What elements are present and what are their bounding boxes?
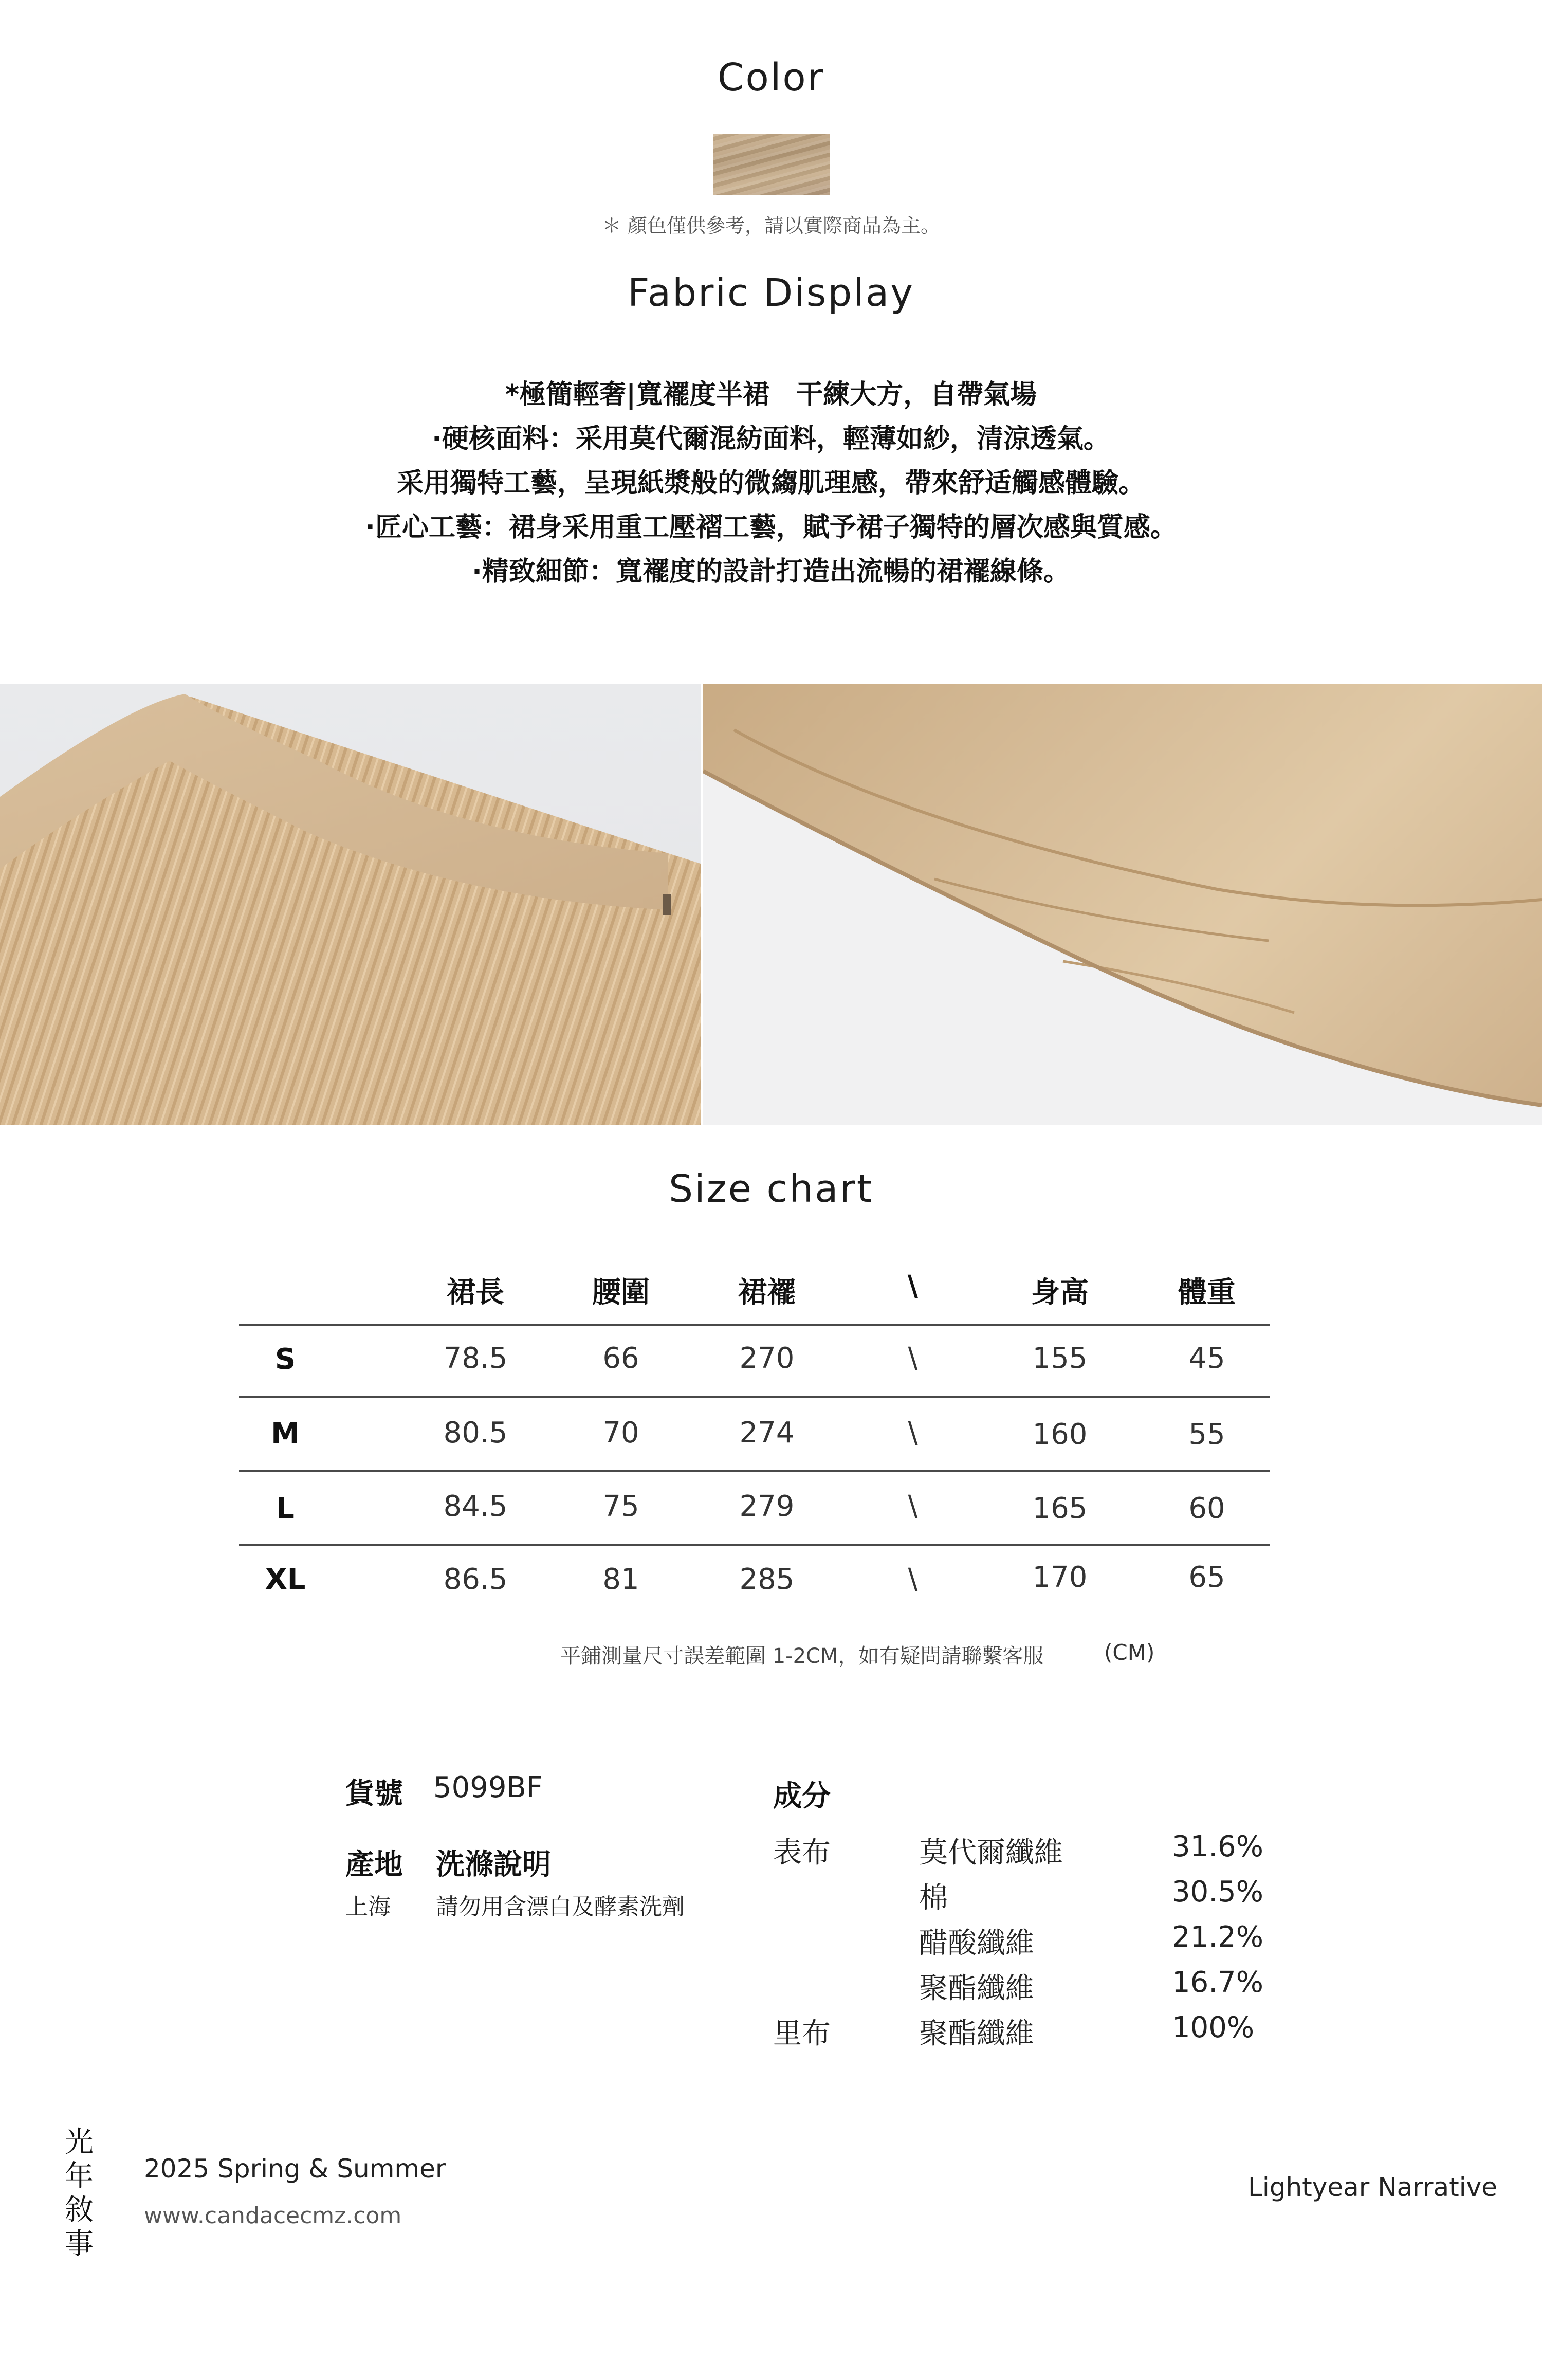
table-cell: 165 <box>1032 1492 1088 1525</box>
shell-label: 表布 <box>773 1836 831 1870</box>
size-note: 平鋪測量尺寸誤差範圍 1-2CM，如有疑問請聯繫客服 <box>560 1644 1044 1668</box>
season-label: 2025 Spring & Summer <box>144 2154 446 2184</box>
color-note: ＊ 顏色僅供參考，請以實際商品為主。 <box>601 214 941 237</box>
table-cell: 80.5 <box>443 1416 508 1450</box>
fabric-line: ·硬核面料：采用莫代爾混紡面料，輕薄如紗，清涼透氣。 <box>432 424 1110 454</box>
item-no-label: 貨號 <box>345 1777 403 1810</box>
table-cell: \ <box>908 1416 918 1450</box>
lining-label: 里布 <box>773 2017 831 2051</box>
origin-value: 上海 <box>345 1894 391 1920</box>
composition-heading: 成分 <box>773 1780 831 1813</box>
table-header: 裙長 <box>447 1276 504 1309</box>
brand-english-name: Lightyear Narrative <box>1248 2172 1497 2202</box>
table-cell: 160 <box>1032 1418 1088 1451</box>
material-pct: 100% <box>1172 2011 1255 2044</box>
brand-vertical-logo <box>65 2126 94 2261</box>
table-cell: 274 <box>739 1416 795 1450</box>
website-link[interactable]: www.candacecmz.com <box>144 2203 402 2229</box>
size-label: M <box>271 1417 300 1451</box>
table-cell: 270 <box>739 1342 795 1375</box>
material-name: 醋酸纖維 <box>919 1927 1034 1960</box>
material-pct: 16.7% <box>1172 1966 1263 1999</box>
size-label: S <box>274 1343 296 1376</box>
brand-char: 事 <box>65 2227 94 2261</box>
material-name: 莫代爾纖維 <box>919 1836 1063 1870</box>
material-name: 聚酯纖維 <box>919 2017 1034 2051</box>
material-pct: 31.6% <box>1172 1830 1263 1863</box>
table-header: 裙襬 <box>738 1276 796 1309</box>
size-chart-heading: Size chart <box>669 1167 873 1211</box>
table-cell: 65 <box>1188 1561 1225 1594</box>
table-cell: \ <box>908 1563 918 1596</box>
table-divider <box>239 1470 1270 1472</box>
material-pct: 30.5% <box>1172 1875 1263 1909</box>
table-divider <box>239 1544 1270 1546</box>
table-divider <box>239 1396 1270 1398</box>
origin-label: 產地 <box>345 1848 403 1881</box>
table-cell: 155 <box>1032 1342 1088 1375</box>
table-cell: 84.5 <box>443 1490 508 1523</box>
table-header: \ <box>907 1270 919 1303</box>
item-no-value: 5099BF <box>433 1771 543 1804</box>
fabric-heading: Fabric Display <box>627 271 915 315</box>
table-cell: 86.5 <box>443 1563 508 1596</box>
fabric-line: ·精致細節：寬襬度的設計打造出流暢的裙襬線條。 <box>472 556 1070 587</box>
table-cell: 45 <box>1188 1342 1225 1375</box>
table-cell: 285 <box>739 1563 795 1596</box>
table-cell: 66 <box>602 1342 639 1375</box>
table-cell: 75 <box>602 1490 639 1523</box>
table-header: 身高 <box>1031 1276 1089 1309</box>
table-header: 腰圍 <box>592 1276 650 1309</box>
table-cell: 81 <box>602 1563 639 1596</box>
table-cell: 60 <box>1188 1492 1225 1525</box>
brand-char: 年 <box>65 2159 94 2193</box>
table-cell: 55 <box>1188 1418 1225 1451</box>
table-cell: 170 <box>1032 1561 1088 1594</box>
size-label: XL <box>265 1563 306 1596</box>
brand-char: 敘 <box>65 2193 94 2227</box>
table-cell: 78.5 <box>443 1342 508 1375</box>
wash-label: 洗滌說明 <box>436 1848 551 1881</box>
table-cell: \ <box>908 1342 918 1375</box>
fabric-line: 采用獨特工藝，呈現紙漿般的微縐肌理感，帶來舒适觸感體驗。 <box>396 468 1145 499</box>
fabric-line: *極簡輕奢|寬襬度半裙 干練大方，自帶氣場 <box>505 379 1037 410</box>
fabric-line: ·匠心工藝：裙身采用重工壓褶工藝，賦予裙子獨特的層次感與質感。 <box>365 512 1177 543</box>
table-cell: \ <box>908 1490 918 1523</box>
material-name: 棉 <box>919 1881 948 1915</box>
size-label: L <box>276 1492 295 1525</box>
table-divider <box>239 1324 1270 1326</box>
material-pct: 21.2% <box>1172 1920 1263 1954</box>
color-heading: Color <box>717 56 825 100</box>
brand-char: 光 <box>65 2126 94 2159</box>
table-header: 體重 <box>1178 1276 1236 1309</box>
table-cell: 279 <box>739 1490 795 1523</box>
table-cell: 70 <box>602 1416 639 1450</box>
wash-value: 請勿用含漂白及酵素洗劑 <box>436 1894 685 1920</box>
material-name: 聚酯纖維 <box>919 1972 1034 2005</box>
size-unit: (CM) <box>1104 1640 1155 1665</box>
